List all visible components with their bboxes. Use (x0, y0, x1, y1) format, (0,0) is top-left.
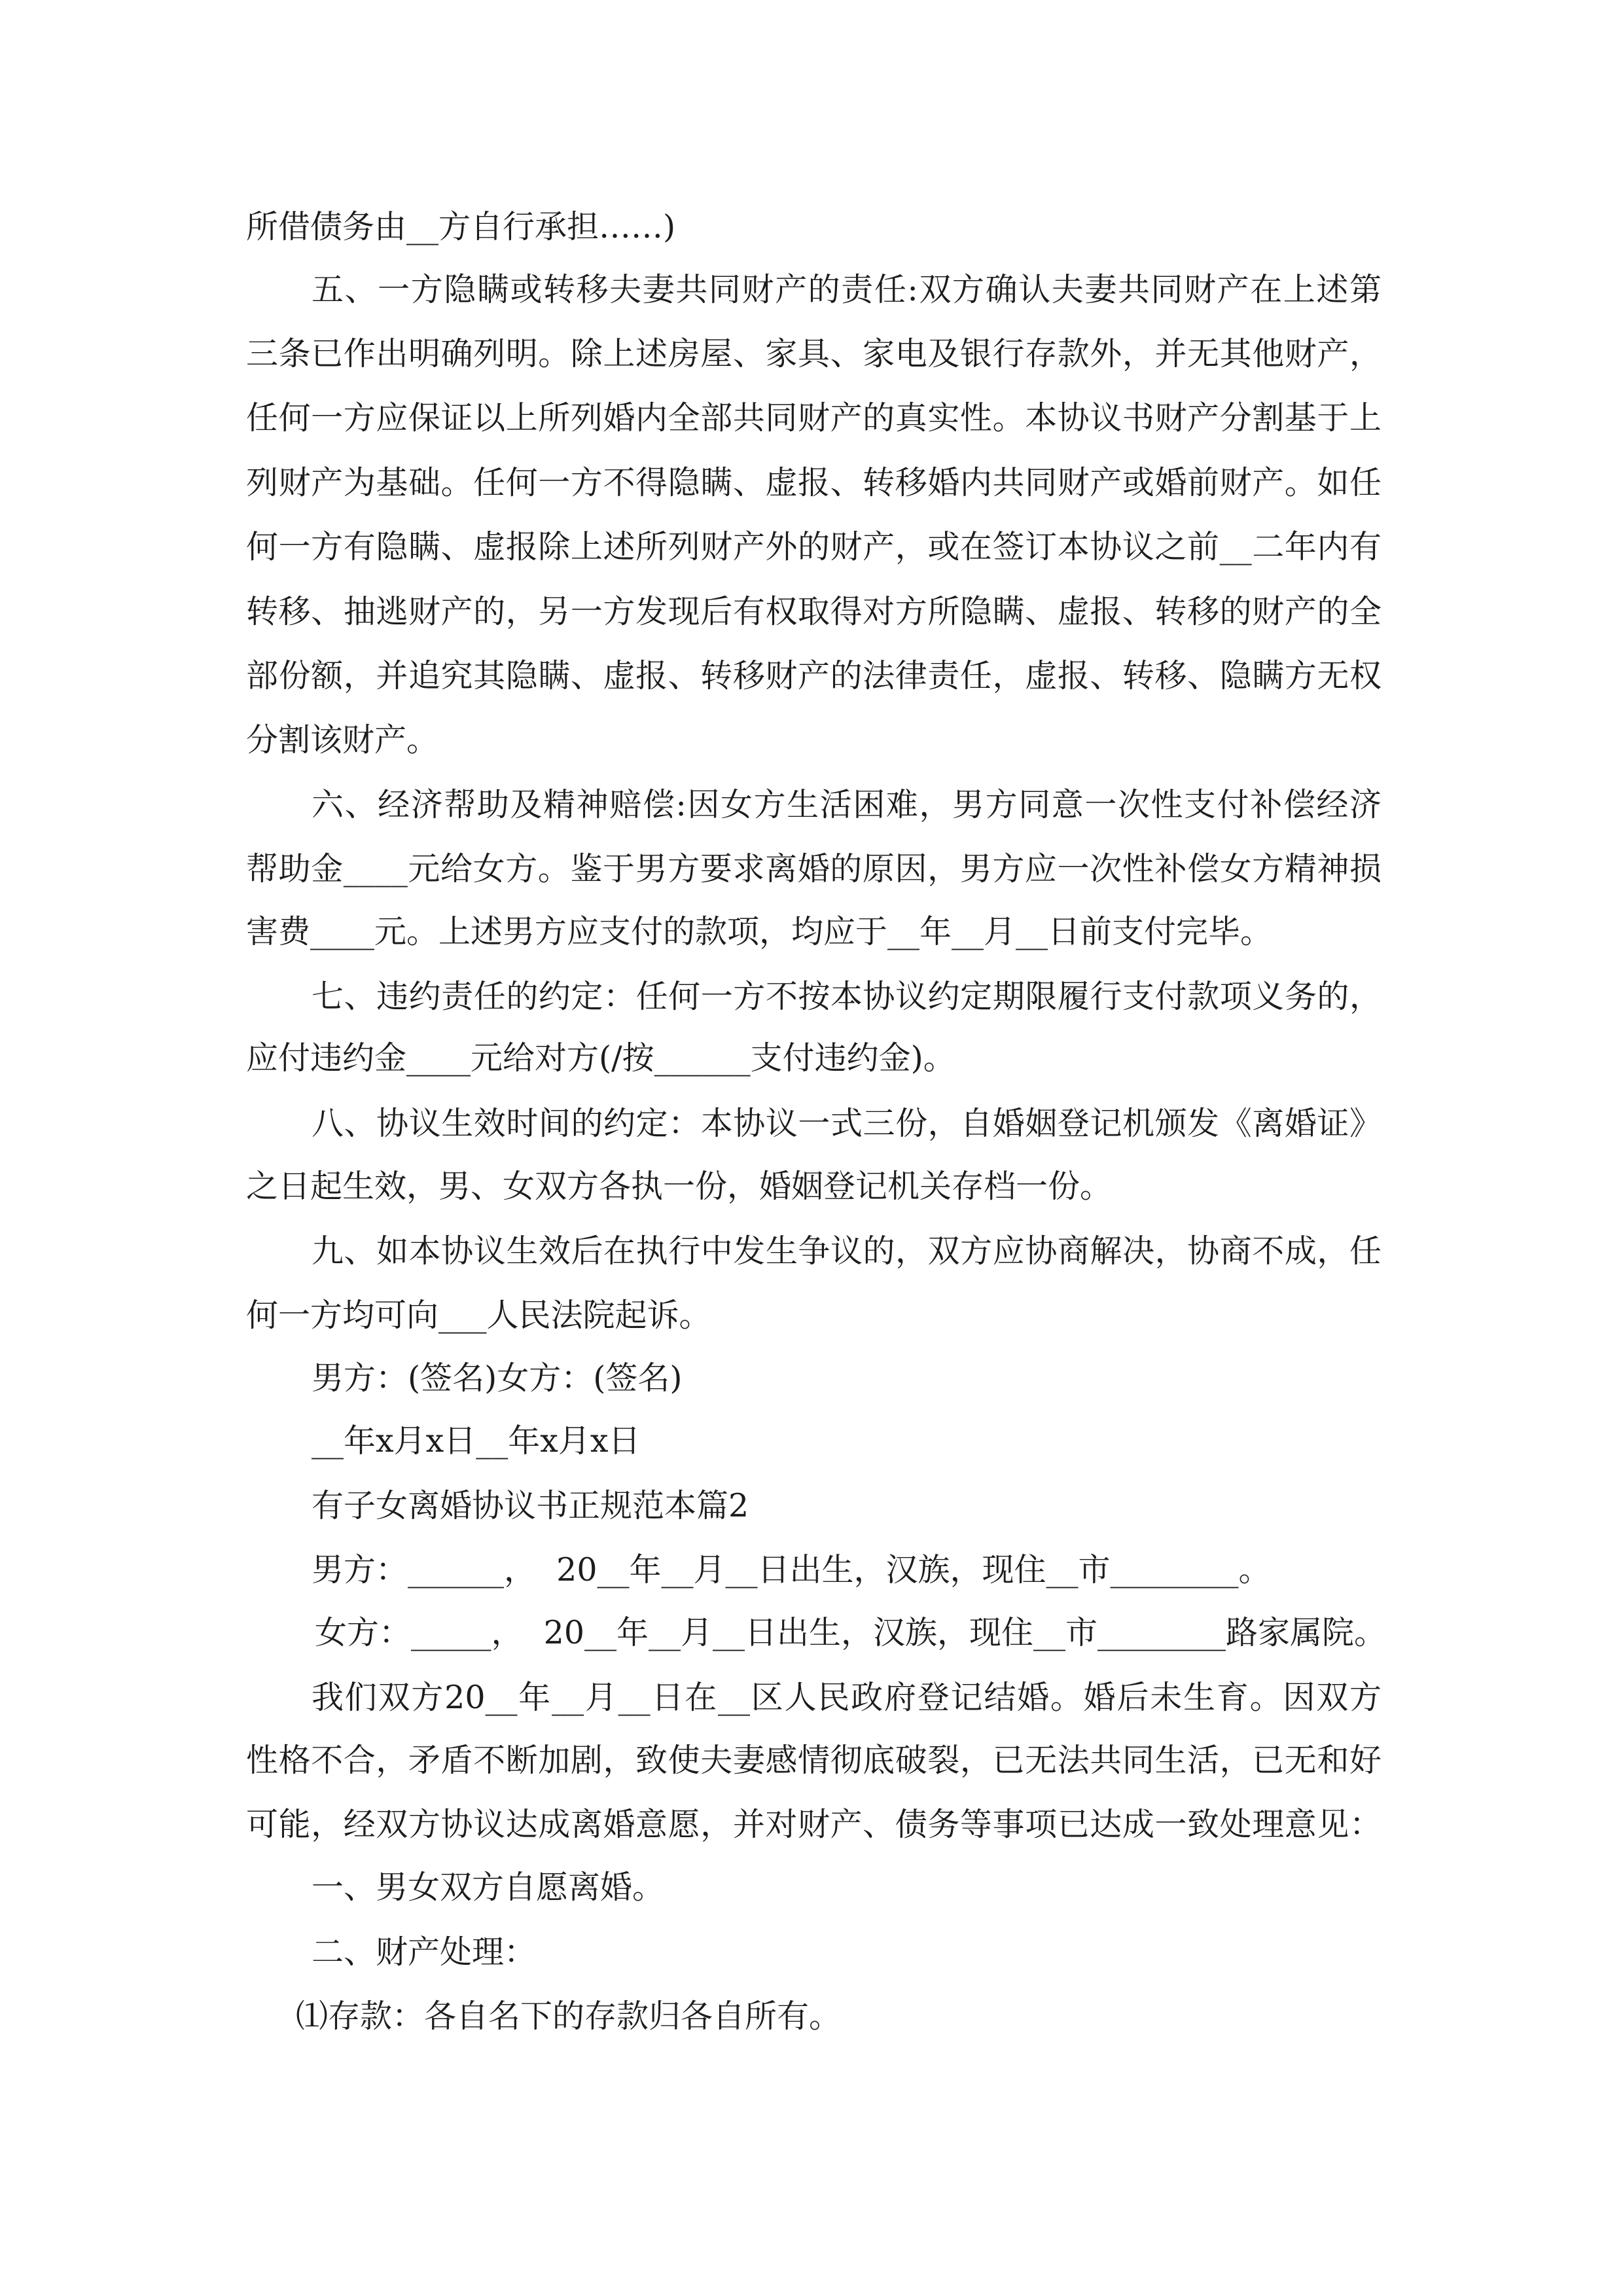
paragraph-five-start: 五、一方隐瞒或转移夫妻共同财产的责任:双方确认夫妻共同财产在上述第 (312, 271, 1382, 308)
text-line: 性格不合，矛盾不断加剧，致使夫妻感情彻底破裂，已无法共同生活，已无和好 (246, 1742, 1382, 1779)
text-line: 之日起生效，男、女双方各执一份，婚姻登记机关存档一份。 (246, 1168, 1113, 1205)
male-party-line: 男方：______， 20__年__月__日出生，汉族，现住__市________。 (312, 1551, 1271, 1588)
text-line: 何一方有隐瞒、虚报除上述所列财产外的财产，或在签订本协议之前__二年内有 (246, 528, 1382, 565)
text-line: 分割该财产。 (246, 721, 439, 759)
text-line: 害费____元。上述男方应支付的款项，均应于__年__月__日前支付完毕。 (246, 913, 1273, 950)
clause-one: 一、男女双方自愿离婚。 (312, 1869, 665, 1906)
text-line: 帮助金____元给女方。鉴于男方要求离婚的原因，男方应一次性补偿女方精神损 (246, 850, 1382, 888)
text-line: 三条已作出明确列明。除上述房屋、家具、家电及银行存款外，并无其他财产， (246, 335, 1382, 372)
text-line: 任何一方应保证以上所列婚内全部共同财产的真实性。本协议书财产分割基于上 (246, 399, 1382, 437)
female-party-line: 女方：_____， 20__年__月__日出生，汉族，现住__市________路家属院。 (315, 1614, 1387, 1651)
paragraph-nine-start: 九、如本协议生效后在执行中发生争议的，双方应协商解决，协商不成，任 (312, 1232, 1382, 1270)
text-line: 列财产为基础。任何一方不得隐瞒、虚报、转移婚内共同财产或婚前财产。如任 (246, 464, 1382, 501)
clause-deposits: ⑴存款：各自名下的存款归各自所有。 (296, 1998, 842, 2035)
text-line: 应付违约金____元给对方(/按______支付违约金)。 (246, 1039, 955, 1077)
paragraph-seven-start: 七、违约责任的约定：任何一方不按本协议约定期限履行支付款项义务的， (312, 978, 1382, 1015)
text-line: 部份额，并追究其隐瞒、虚报、转移财产的法律责任，虚报、转移、隐瞒方无权 (246, 657, 1382, 694)
text-line: 何一方均可向___人民法院起诉。 (246, 1297, 711, 1334)
paragraph-statement-start: 我们双方20__年__月__日在__区人民政府登记结婚。婚后未生育。因双方 (312, 1679, 1382, 1716)
section-title: 有子女离婚协议书正规范本篇2 (312, 1487, 749, 1524)
text-line: 可能，经双方协议达成离婚意愿，并对财产、债务等事项已达成一致处理意见： (246, 1806, 1382, 1843)
text-line: 所借债务由__方自行承担……) (246, 208, 676, 245)
text-line: 转移、抽逃财产的，另一方发现后有权取得对方所隐瞒、虚报、转移的财产的全 (246, 593, 1382, 630)
paragraph-eight-start: 八、协议生效时间的约定：本协议一式三份，自婚姻登记机颁发《离婚证》 (312, 1105, 1382, 1142)
signature-line: 男方：(签名)女方：(签名) (312, 1359, 683, 1397)
paragraph-six-start: 六、经济帮助及精神赔偿:因女方生活困难，男方同意一次性支付补偿经济 (312, 786, 1382, 823)
date-line: __年x月x日__年x月x日 (312, 1422, 641, 1460)
clause-two-heading: 二、财产处理： (312, 1933, 537, 1971)
